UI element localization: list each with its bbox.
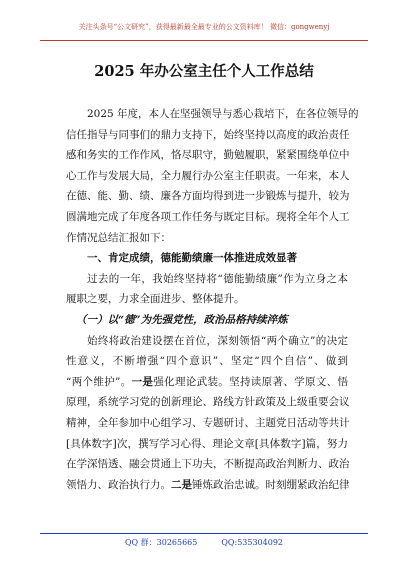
section1-line-2: 履职之要，力求全面进步、整体提升。 [66,293,245,306]
second-point-label: 二是 [171,478,192,491]
first-point-text: 强化理论武装。坚持读原著、学原文、悟 [153,375,349,388]
section2-line-8 [66,475,348,496]
section-heading-1: 一、肯定成绩，德能勤绩廉一体推进成效显著 [87,252,297,265]
footer-qq-group: QQ 群：30265665 [124,538,198,547]
section1-line-1: 过去的一年，我始终坚持将“德能勤绩廉”作为立身之本 [87,272,348,285]
section2-line-2: 性意义，不断增强“四个意识”、坚定“四个自信”、做到 [66,355,348,368]
section2-line-5: 精神，全年参加中心组学习、专题研讨、主题党日活动等共计 [66,416,350,429]
section2-line-3-text: “两个维护”。 [66,375,132,388]
document-title: 2025 年办公室主任个人工作总结 [94,63,314,80]
header-divider [40,40,368,41]
second-point-text: 锤炼政治忠诚。 [192,478,266,491]
document-body [66,104,359,495]
intro-line-3: 感和务实的工作作风，恪尽职守，勤勉履职，紧紧围绕单位中 [66,149,350,162]
section2-line-4: 原理，系统学习党的创新理论、路线方针政策及上级重要会议 [66,396,350,409]
footer-qq: QQ:535304092 [221,538,283,547]
intro-line-5: 在德、能、勤、绩、廉各方面均得到进一步锻炼与提升，较为 [66,190,350,203]
subsection-heading-1: （一）以“德”为先强党性，政治品格持续淬炼 [76,313,288,326]
first-point-label: 一是 [131,375,154,388]
section2-line-8-tail: 时刻绷紧政治纪律 [265,478,350,491]
section2-line-7: 在学深悟透、融会贯通上下功夫，不断提高政治判断力、政治 [66,458,350,471]
section2-line-8-text: 领悟力、政治执行力。 [66,478,171,491]
section2-line-1: 始终将政治建设摆在首位，深刻领悟“两个确立”的决定 [87,334,348,347]
intro-line-2: 信任指导与同事们的鼎力支持下，始终坚持以高度的政治责任 [66,128,350,141]
intro-line-1: 2025 年度，本人在坚强领导与悉心栽培下，在各位领导的 [87,108,359,120]
footer-divider [40,533,368,534]
section2-line-3 [66,372,348,393]
header-banner: 关注头条号“公文研究”，获得最新最全最专业的公文资料库！ 微信：gongwenyj [78,23,330,31]
footer-contact [0,537,408,549]
intro-line-7: 作情况总结汇报如下： [66,231,171,244]
section2-line-6: [具体数字]次，撰写学习心得、理论文章[具体数字]篇，努力 [66,437,348,450]
intro-line-6: 圆满地完成了年度各项工作任务与既定目标。现将全年个人工 [66,210,350,223]
intro-line-4: 心工作与发展大局，全力履行办公室主任职责。一年来，本人 [66,169,350,182]
